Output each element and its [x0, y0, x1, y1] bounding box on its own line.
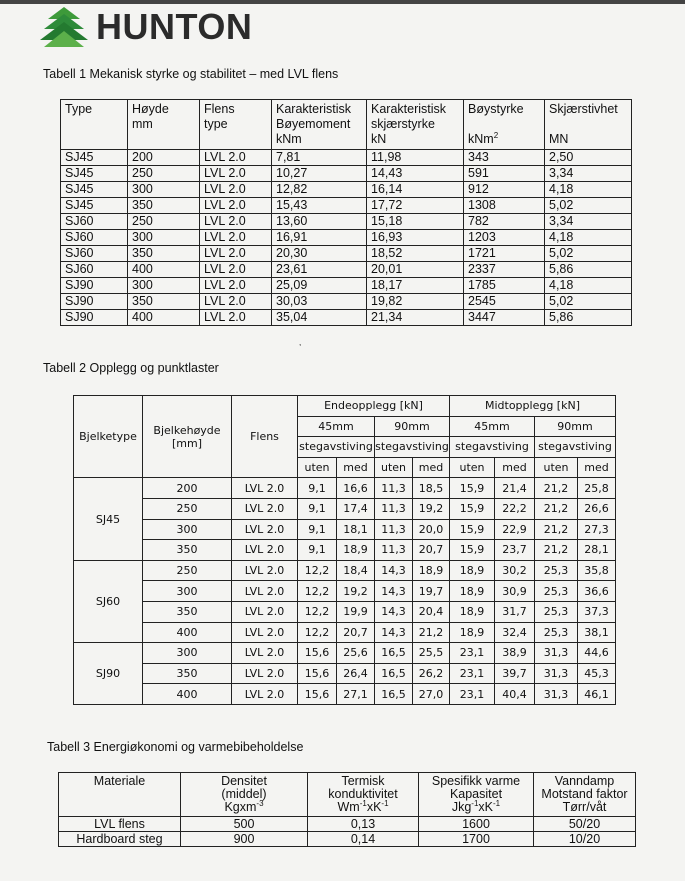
table3	[58, 772, 636, 847]
t2-cell: 18,5	[413, 478, 450, 499]
t1-cell-flange: LVL 2.0	[200, 166, 272, 182]
t2-cell: 31,3	[535, 643, 578, 664]
t2-cell: 20,7	[413, 540, 450, 561]
table-row	[74, 498, 616, 519]
t2-cell: 18,9	[450, 581, 495, 602]
t2-cell: 18,1	[337, 519, 375, 540]
t1-cell-shear-stiffness: 5,02	[545, 294, 632, 310]
t2-cell: 23,1	[450, 643, 495, 664]
t2-cell: 12,2	[298, 581, 337, 602]
t2-cell: 46,1	[578, 684, 616, 705]
t3-header-specific-heat: Spesifikk varme Kapasitet $Jkg^{-1}xK^{-1}$	[419, 773, 534, 817]
t2-cell: 25,3	[535, 560, 578, 581]
t2-cell: 31,3	[535, 684, 578, 705]
t2-cell: 18,9	[450, 560, 495, 581]
t2-header-90mm: 90mm	[535, 416, 616, 437]
t2-cell: 25,5	[413, 643, 450, 664]
table2-caption: Tabell 2 Opplegg og punktlaster	[43, 361, 219, 375]
t2-cell: 15,9	[450, 540, 495, 561]
t1-header-type: Type	[61, 100, 128, 150]
t1-cell-height: 300	[128, 230, 200, 246]
t2-header-without: uten	[450, 457, 495, 478]
t2-cell: 12,2	[298, 622, 337, 643]
t2-cell: 45,3	[578, 663, 616, 684]
t2-cell: 16,5	[375, 663, 413, 684]
t2-cell: LVL 2.0	[232, 560, 298, 581]
t2-header-web-stiffener: stegavstiving	[298, 437, 375, 458]
t1-cell-bending-stiffness: 782	[464, 214, 545, 230]
t2-cell: 25,6	[337, 643, 375, 664]
t1-cell-flange: LVL 2.0	[200, 182, 272, 198]
table-row	[74, 560, 616, 581]
t2-cell: 15,9	[450, 478, 495, 499]
t2-header-45mm: 45mm	[298, 416, 375, 437]
t2-cell: 15,6	[298, 643, 337, 664]
t2-cell: LVL 2.0	[232, 663, 298, 684]
t2-cell: 250	[143, 498, 232, 519]
t2-cell: 12,2	[298, 560, 337, 581]
t1-cell-shear-stiffness: 5,86	[545, 262, 632, 278]
t1-cell-type: SJ60	[61, 246, 128, 262]
table-row	[74, 643, 616, 664]
t2-header-mid-support: Midtopplegg [kN]	[450, 396, 616, 417]
t3-cell: 900	[181, 832, 308, 847]
t2-cell: 26,2	[413, 663, 450, 684]
t2-cell-beamtype: SJ90	[74, 643, 143, 705]
t1-cell-moment: 12,82	[272, 182, 367, 198]
t2-cell: 20,7	[337, 622, 375, 643]
t1-cell-shear: 19,82	[367, 294, 464, 310]
t3-header-thermal-conductivity: Termisk konduktivitet $Wm^{-1}xK^{-1}$	[308, 773, 419, 817]
t1-cell-height: 300	[128, 182, 200, 198]
t2-cell: 9,1	[298, 540, 337, 561]
t3-cell: 0,13	[308, 817, 419, 832]
t2-cell: 27,1	[337, 684, 375, 705]
t2-cell: 27,3	[578, 519, 616, 540]
table3-caption: Tabell 3 Energiøkonomi og varmebibeholdelse	[47, 740, 304, 754]
t1-cell-flange: LVL 2.0	[200, 278, 272, 294]
t2-cell: LVL 2.0	[232, 643, 298, 664]
t1-cell-height: 400	[128, 262, 200, 278]
t1-cell-shear: 11,98	[367, 150, 464, 166]
t2-cell: 39,7	[495, 663, 535, 684]
t2-header-beamheight: Bjelkehøyde [mm]	[143, 396, 232, 478]
t2-cell: 350	[143, 601, 232, 622]
t1-cell-height: 350	[128, 198, 200, 214]
t1-cell-moment: 16,91	[272, 230, 367, 246]
table-row	[59, 817, 636, 832]
t2-cell: 37,3	[578, 601, 616, 622]
t2-header-flange: Flens	[232, 396, 298, 478]
t1-cell-flange: LVL 2.0	[200, 230, 272, 246]
table-row	[74, 622, 616, 643]
table1-body	[61, 150, 632, 326]
t2-cell: 31,7	[495, 601, 535, 622]
t2-cell: 20,4	[413, 601, 450, 622]
t2-cell: 32,4	[495, 622, 535, 643]
brand-name: HUNTON	[96, 6, 253, 47]
t1-header-bending-stiffness: Bøystyrke kNm$^2$	[464, 100, 545, 150]
t2-cell: 26,6	[578, 498, 616, 519]
t1-cell-moment: 23,61	[272, 262, 367, 278]
t3-cell: 0,14	[308, 832, 419, 847]
t2-header-web-stiffener: stegavstiving	[535, 437, 616, 458]
t3-cell: 50/20	[534, 817, 636, 832]
t1-cell-bending-stiffness: 1721	[464, 246, 545, 262]
t1-cell-moment: 10,27	[272, 166, 367, 182]
t1-cell-shear-stiffness: 3,34	[545, 166, 632, 182]
t2-cell: 21,2	[535, 519, 578, 540]
t2-cell: 23,1	[450, 663, 495, 684]
t2-header-end-support: Endeopplegg [kN]	[298, 396, 450, 417]
t1-cell-height: 250	[128, 214, 200, 230]
table-row	[61, 310, 632, 326]
t2-cell: 14,3	[375, 560, 413, 581]
t2-cell: 25,3	[535, 581, 578, 602]
t2-cell: 25,8	[578, 478, 616, 499]
t1-cell-flange: LVL 2.0	[200, 310, 272, 326]
table-row	[74, 601, 616, 622]
t2-cell: 19,2	[413, 498, 450, 519]
t1-header-shear: Karakteristisk skjærstyrke kN	[367, 100, 464, 150]
t1-cell-type: SJ60	[61, 214, 128, 230]
table-row	[61, 294, 632, 310]
t1-cell-shear-stiffness: 4,18	[545, 278, 632, 294]
t2-cell: 17,4	[337, 498, 375, 519]
t1-cell-flange: LVL 2.0	[200, 150, 272, 166]
t1-cell-bending-stiffness: 1785	[464, 278, 545, 294]
t2-cell: 23,1	[450, 684, 495, 705]
table-row	[61, 198, 632, 214]
t1-cell-bending-stiffness: 343	[464, 150, 545, 166]
t2-cell: 16,5	[375, 684, 413, 705]
t2-cell: 12,2	[298, 601, 337, 622]
t1-cell-flange: LVL 2.0	[200, 246, 272, 262]
t2-cell: 21,2	[535, 540, 578, 561]
table-row	[61, 166, 632, 182]
t2-cell: 21,2	[535, 498, 578, 519]
t2-cell: 38,1	[578, 622, 616, 643]
t2-cell: 16,5	[375, 643, 413, 664]
t3-header-material: Materiale	[59, 773, 181, 817]
t2-cell: 11,3	[375, 540, 413, 561]
t2-cell: LVL 2.0	[232, 540, 298, 561]
t2-header-45mm: 45mm	[450, 416, 535, 437]
table1	[60, 99, 632, 326]
table2	[73, 395, 616, 705]
t2-cell: LVL 2.0	[232, 581, 298, 602]
t2-header-web-stiffener: stegavstiving	[450, 437, 535, 458]
t1-cell-flange: LVL 2.0	[200, 214, 272, 230]
t1-cell-type: SJ90	[61, 310, 128, 326]
t1-cell-shear-stiffness: 4,18	[545, 230, 632, 246]
t1-cell-bending-stiffness: 591	[464, 166, 545, 182]
t2-cell: 18,9	[337, 540, 375, 561]
table2-body	[74, 478, 616, 705]
t2-cell: 18,9	[450, 622, 495, 643]
t1-cell-shear: 21,34	[367, 310, 464, 326]
t2-cell: 44,6	[578, 643, 616, 664]
t2-header-with: med	[337, 457, 375, 478]
t2-cell: 250	[143, 560, 232, 581]
t2-cell: LVL 2.0	[232, 622, 298, 643]
t3-cell: 1600	[419, 817, 534, 832]
t2-cell: 9,1	[298, 498, 337, 519]
t1-cell-flange: LVL 2.0	[200, 262, 272, 278]
t2-cell: LVL 2.0	[232, 519, 298, 540]
t3-cell: 1700	[419, 832, 534, 847]
t1-cell-bending-stiffness: 912	[464, 182, 545, 198]
t2-cell: 300	[143, 519, 232, 540]
t2-cell: 300	[143, 643, 232, 664]
t1-cell-shear: 16,93	[367, 230, 464, 246]
t1-cell-type: SJ45	[61, 150, 128, 166]
table-row	[74, 540, 616, 561]
t2-cell: 31,3	[535, 663, 578, 684]
t1-cell-height: 400	[128, 310, 200, 326]
t1-cell-bending-stiffness: 3447	[464, 310, 545, 326]
t1-header-moment: Karakteristisk Bøyemoment kNm	[272, 100, 367, 150]
t1-cell-moment: 13,60	[272, 214, 367, 230]
t2-cell: 16,6	[337, 478, 375, 499]
t1-cell-type: SJ45	[61, 166, 128, 182]
t1-cell-type: SJ90	[61, 278, 128, 294]
t2-cell: 15,6	[298, 684, 337, 705]
t2-cell: 9,1	[298, 478, 337, 499]
t2-cell: LVL 2.0	[232, 478, 298, 499]
t2-cell: 19,9	[337, 601, 375, 622]
t1-cell-moment: 15,43	[272, 198, 367, 214]
t2-header-without: uten	[535, 457, 578, 478]
t1-cell-type: SJ60	[61, 262, 128, 278]
t3-cell: 500	[181, 817, 308, 832]
t3-header-density: Densitet (middel) Kgxm$^{-3}$	[181, 773, 308, 817]
t1-cell-bending-stiffness: 1308	[464, 198, 545, 214]
t2-cell: 11,3	[375, 498, 413, 519]
t2-cell: 400	[143, 684, 232, 705]
t1-cell-height: 200	[128, 150, 200, 166]
t1-header-flange: Flens type	[200, 100, 272, 150]
t1-cell-height: 350	[128, 294, 200, 310]
t1-cell-shear: 17,72	[367, 198, 464, 214]
t1-cell-shear-stiffness: 5,02	[545, 198, 632, 214]
t2-cell: 11,3	[375, 519, 413, 540]
table-row	[61, 150, 632, 166]
table-row	[61, 230, 632, 246]
t2-header-with: med	[413, 457, 450, 478]
t2-cell: 36,6	[578, 581, 616, 602]
t2-header-with: med	[578, 457, 616, 478]
table-row	[61, 182, 632, 198]
t1-cell-height: 300	[128, 278, 200, 294]
t1-cell-type: SJ60	[61, 230, 128, 246]
t2-cell-beamtype: SJ45	[74, 478, 143, 560]
t2-cell: 15,6	[298, 663, 337, 684]
tree-logo-icon	[40, 5, 88, 49]
t3-header-vapour-resistance: Vanndamp Motstand faktor Tørr/våt	[534, 773, 636, 817]
table-row	[74, 519, 616, 540]
t3-cell: LVL flens	[59, 817, 181, 832]
t2-cell: 28,1	[578, 540, 616, 561]
t2-cell: 35,8	[578, 560, 616, 581]
t1-cell-moment: 30,03	[272, 294, 367, 310]
table-row	[61, 246, 632, 262]
table-row	[61, 278, 632, 294]
t1-cell-shear-stiffness: 5,86	[545, 310, 632, 326]
t2-cell: 22,2	[495, 498, 535, 519]
table-row	[74, 663, 616, 684]
t1-cell-type: SJ45	[61, 182, 128, 198]
t2-cell: 40,4	[495, 684, 535, 705]
t2-header-without: uten	[298, 457, 337, 478]
t2-cell: 26,4	[337, 663, 375, 684]
t2-header-web-stiffener: stegavstiving	[375, 437, 450, 458]
stray-mark: ,	[299, 338, 302, 347]
t1-cell-shear: 18,17	[367, 278, 464, 294]
t2-cell: 15,9	[450, 498, 495, 519]
t2-header-beamtype: Bjelketype	[74, 396, 143, 478]
hunton-logo	[40, 4, 252, 50]
table1-header-row	[61, 100, 632, 150]
t1-cell-shear-stiffness: 2,50	[545, 150, 632, 166]
t2-cell: 25,3	[535, 601, 578, 622]
t1-cell-flange: LVL 2.0	[200, 294, 272, 310]
table-row	[74, 684, 616, 705]
t1-cell-height: 350	[128, 246, 200, 262]
t3-cell: Hardboard steg	[59, 832, 181, 847]
t2-cell: 21,2	[413, 622, 450, 643]
t2-cell: 14,3	[375, 622, 413, 643]
t2-cell: 30,9	[495, 581, 535, 602]
t1-cell-moment: 7,81	[272, 150, 367, 166]
t1-cell-flange: LVL 2.0	[200, 198, 272, 214]
t1-cell-moment: 35,04	[272, 310, 367, 326]
table-row	[61, 214, 632, 230]
t1-header-height: Høyde mm	[128, 100, 200, 150]
t2-cell: 9,1	[298, 519, 337, 540]
t2-cell: 200	[143, 478, 232, 499]
t2-cell: 14,3	[375, 581, 413, 602]
t2-cell: 14,3	[375, 601, 413, 622]
t2-cell: 21,4	[495, 478, 535, 499]
t2-cell: 300	[143, 581, 232, 602]
t1-cell-bending-stiffness: 2337	[464, 262, 545, 278]
t2-cell: 19,7	[413, 581, 450, 602]
t1-cell-height: 250	[128, 166, 200, 182]
t2-cell-beamtype: SJ60	[74, 560, 143, 642]
t1-cell-type: SJ45	[61, 198, 128, 214]
t1-cell-moment: 20,30	[272, 246, 367, 262]
t2-cell: 18,9	[413, 560, 450, 581]
t2-cell: 27,0	[413, 684, 450, 705]
t1-header-shear-stiffness: Skjærstivhet MN	[545, 100, 632, 150]
t2-cell: 15,9	[450, 519, 495, 540]
table3-body	[59, 817, 636, 847]
t2-cell: 11,3	[375, 478, 413, 499]
t1-cell-shear: 15,18	[367, 214, 464, 230]
t2-cell: 20,0	[413, 519, 450, 540]
t2-cell: 400	[143, 622, 232, 643]
t1-cell-shear: 18,52	[367, 246, 464, 262]
t2-cell: LVL 2.0	[232, 498, 298, 519]
t1-cell-bending-stiffness: 2545	[464, 294, 545, 310]
t2-cell: 19,2	[337, 581, 375, 602]
table-row	[74, 581, 616, 602]
t2-cell: 21,2	[535, 478, 578, 499]
t2-cell: LVL 2.0	[232, 601, 298, 622]
table1-caption: Tabell 1 Mekanisk styrke og stabilitet – med LVL flens	[43, 67, 339, 81]
table-row	[59, 832, 636, 847]
t1-cell-shear: 14,43	[367, 166, 464, 182]
table-row	[74, 478, 616, 499]
t2-header-without: uten	[375, 457, 413, 478]
t3-cell: 10/20	[534, 832, 636, 847]
t1-cell-shear-stiffness: 4,18	[545, 182, 632, 198]
t2-cell: LVL 2.0	[232, 684, 298, 705]
t2-cell: 350	[143, 540, 232, 561]
t1-cell-shear-stiffness: 3,34	[545, 214, 632, 230]
t1-cell-shear: 20,01	[367, 262, 464, 278]
t2-cell: 350	[143, 663, 232, 684]
t2-cell: 18,4	[337, 560, 375, 581]
t1-cell-shear-stiffness: 5,02	[545, 246, 632, 262]
t1-cell-bending-stiffness: 1203	[464, 230, 545, 246]
table-row	[61, 262, 632, 278]
t2-cell: 38,9	[495, 643, 535, 664]
t2-cell: 22,9	[495, 519, 535, 540]
t2-cell: 25,3	[535, 622, 578, 643]
t1-cell-shear: 16,14	[367, 182, 464, 198]
t2-cell: 23,7	[495, 540, 535, 561]
t1-cell-moment: 25,09	[272, 278, 367, 294]
t2-cell: 18,9	[450, 601, 495, 622]
t2-header-90mm: 90mm	[375, 416, 450, 437]
t2-cell: 30,2	[495, 560, 535, 581]
t2-header-with: med	[495, 457, 535, 478]
t1-cell-type: SJ90	[61, 294, 128, 310]
